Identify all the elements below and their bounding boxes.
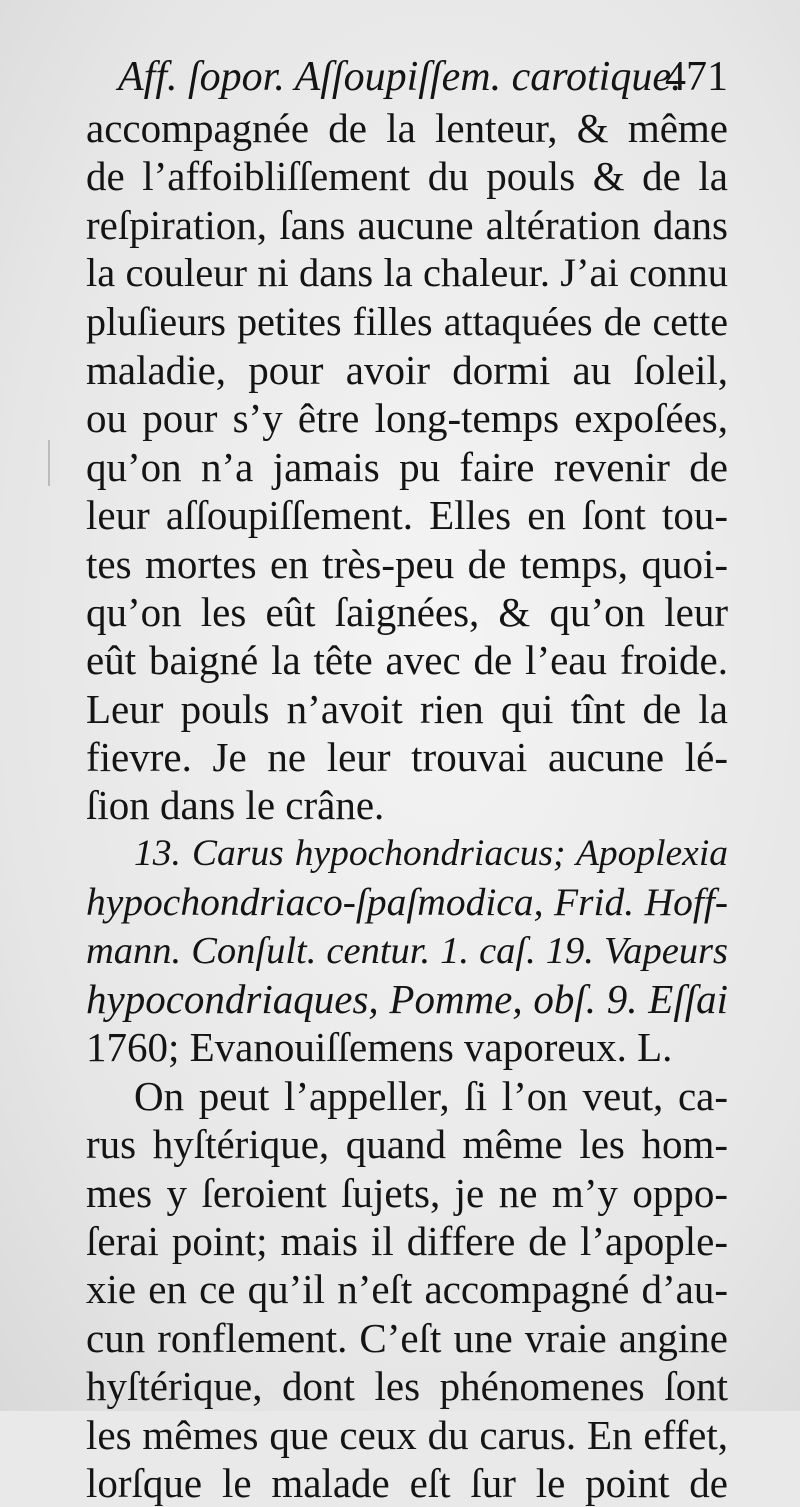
text-line: xie en ce qu’il n’eſt accompagné d’au- xyxy=(86,1266,728,1313)
text-line: Leur pouls n’avoit rien qui tînt de la xyxy=(86,685,728,732)
synonym-line: 13. Carus hypochondriacus; Apoplexia xyxy=(134,832,728,874)
running-title: Aff. ſopor. Aſſoupiſſem. carotique. xyxy=(118,54,682,100)
text-line: accompagnée de la lenteur, & même xyxy=(86,105,728,151)
text-line: ſion dans le crâne. xyxy=(86,782,385,829)
text-line: leur aſſoupiſſement. Elles en ſont tou- xyxy=(86,492,728,539)
text-line: tes mortes en très-peu de temps, quoi- xyxy=(86,540,728,587)
page-number: 471 xyxy=(665,54,728,100)
text-line: hyſtérique, dont les phénomenes ſont xyxy=(86,1363,728,1410)
text-line: les mêmes que ceux du carus. En effet, xyxy=(86,1411,728,1458)
text-line: cun ronflement. C’eſt une vraie angine xyxy=(86,1314,728,1361)
text-line: On peut l’appeller, ſi l’on veut, ca- xyxy=(134,1072,728,1119)
text-line: fievre. Je ne leur trouvai aucune lé- xyxy=(86,734,728,781)
text-line: la couleur ni dans la chaleur. J’ai connu xyxy=(86,250,728,296)
synonym-line: 1760; Evanouiſſemens vaporeux. L. xyxy=(86,1024,673,1071)
body-text xyxy=(86,104,728,1507)
text-line: qu’on les eût ſaignées, & qu’on leur xyxy=(86,588,728,635)
text-line: eût baigné la tête avec de l’eau froide. xyxy=(86,637,728,684)
synonym-line: mann. Conſult. centur. 1. caſ. 19. Vapeurs xyxy=(86,929,728,972)
text-line: reſpiration, ſans aucune altération dans xyxy=(86,201,728,248)
text-line: rus hyſtérique, quand même les hom- xyxy=(86,1121,728,1168)
text-line: mes y ſeroient ſujets, je ne m’y oppo- xyxy=(86,1169,728,1216)
text-line: qu’on n’a jamais pu faire revenir de xyxy=(86,443,728,490)
text-line: de l’affoibliſſement du pouls & de la xyxy=(86,153,728,200)
margin-bracket-mark xyxy=(48,440,60,486)
running-header xyxy=(118,52,728,102)
synonym-line: hypocondriaques, Pomme, obſ. 9. Eſſai xyxy=(86,976,728,1023)
text-line: ou pour s’y être long-temps expoſées, xyxy=(86,395,728,442)
text-line: pluſieurs petites filles attaquées de cette xyxy=(86,298,728,344)
synonym-line: hypochondriaco-ſpaſmodica, Frid. Hoff- xyxy=(86,880,728,925)
text-line: ſerai point; mais il differe de l’apople- xyxy=(86,1217,728,1264)
text-line: maladie, pour avoir dormi au ſoleil, xyxy=(86,346,728,393)
text-line: lorſque le malade eſt ſur le point de xyxy=(86,1459,728,1506)
